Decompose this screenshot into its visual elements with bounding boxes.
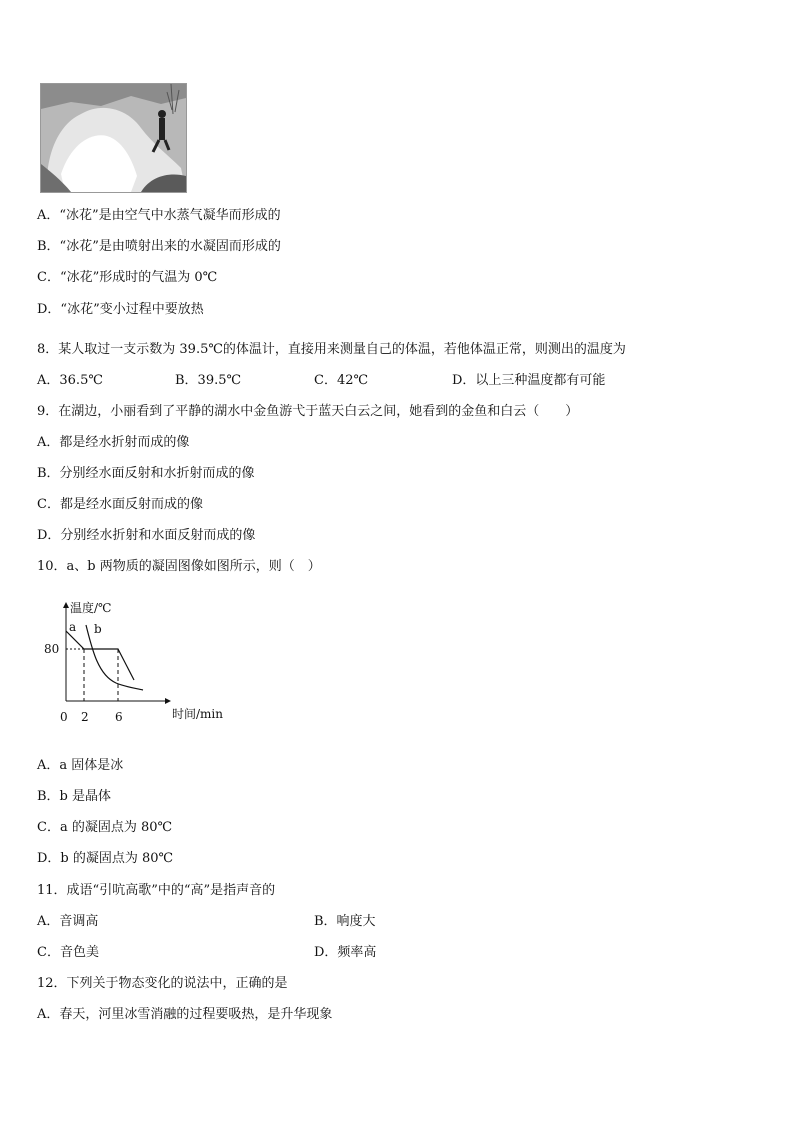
curve-b-label: b	[94, 622, 102, 636]
q11-option-a: A．音调高	[37, 914, 99, 929]
q12-option-a: A．春天，河里冰雪消融的过程要吸热，是升华现象	[37, 1007, 333, 1022]
x-axis-label: 时间/min	[172, 707, 223, 721]
q8-stem: 8．某人取过一支示数为 39.5℃的体温计，直接用来测量自己的体温，若他体温正常，则测出的温度为	[37, 342, 626, 357]
q11-stem: 11．成语“引吭高歌”中的“高”是指声音的	[37, 883, 276, 898]
q9-option-a: A．都是经水折射而成的像	[37, 435, 190, 450]
y-axis-label: 温度/℃	[70, 601, 112, 615]
q12-stem: 12．下列关于物态变化的说法中，正确的是	[37, 976, 288, 991]
x-tick-2: 2	[81, 710, 89, 724]
curve-a-label: a	[69, 620, 77, 634]
q7-option-a: A．“冰花”是由空气中水蒸气凝华而形成的	[37, 208, 281, 223]
q9-option-d: D．分别经水折射和水面反射而成的像	[37, 528, 256, 543]
q8-option-d: D．以上三种温度都有可能	[452, 373, 606, 388]
q7-option-d: D．“冰花”变小过程中要放热	[37, 302, 204, 317]
y-tick-80: 80	[44, 642, 60, 656]
q11-option-d: D．频率高	[314, 945, 377, 960]
curve-a	[66, 631, 134, 680]
q8-option-a: A．36.5℃	[37, 373, 103, 388]
q10-option-b: B．b 是晶体	[37, 789, 112, 804]
q7-option-c: C．“冰花”形成时的气温为 0℃	[37, 270, 218, 285]
q9-option-b: B．分别经水面反射和水折射而成的像	[37, 466, 255, 481]
q10-option-a: A．a 固体是冰	[37, 758, 124, 773]
q9-stem: 9．在湖边，小丽看到了平静的湖水中金鱼游弋于蓝天白云之间，她看到的金鱼和白云（ ）	[37, 404, 579, 419]
q10-stem: 10．a、b 两物质的凝固图像如图所示，则（ ）	[37, 559, 321, 574]
q8-option-b: B．39.5℃	[175, 373, 242, 388]
solidification-graph	[38, 595, 238, 725]
x-tick-6: 6	[115, 710, 123, 724]
q7-option-b: B．“冰花”是由喷射出来的水凝固而形成的	[37, 239, 281, 254]
q11-option-b: B．响度大	[314, 914, 376, 929]
q11-option-c: C．音色美	[37, 945, 99, 960]
q10-option-c: C．a 的凝固点为 80℃	[37, 820, 173, 835]
q8-option-c: C．42℃	[314, 373, 369, 388]
q10-option-d: D．b 的凝固点为 80℃	[37, 851, 174, 866]
ice-flower-photo	[40, 83, 187, 193]
q9-option-c: C．都是经水面反射而成的像	[37, 497, 203, 512]
x-tick-0: 0	[60, 710, 68, 724]
